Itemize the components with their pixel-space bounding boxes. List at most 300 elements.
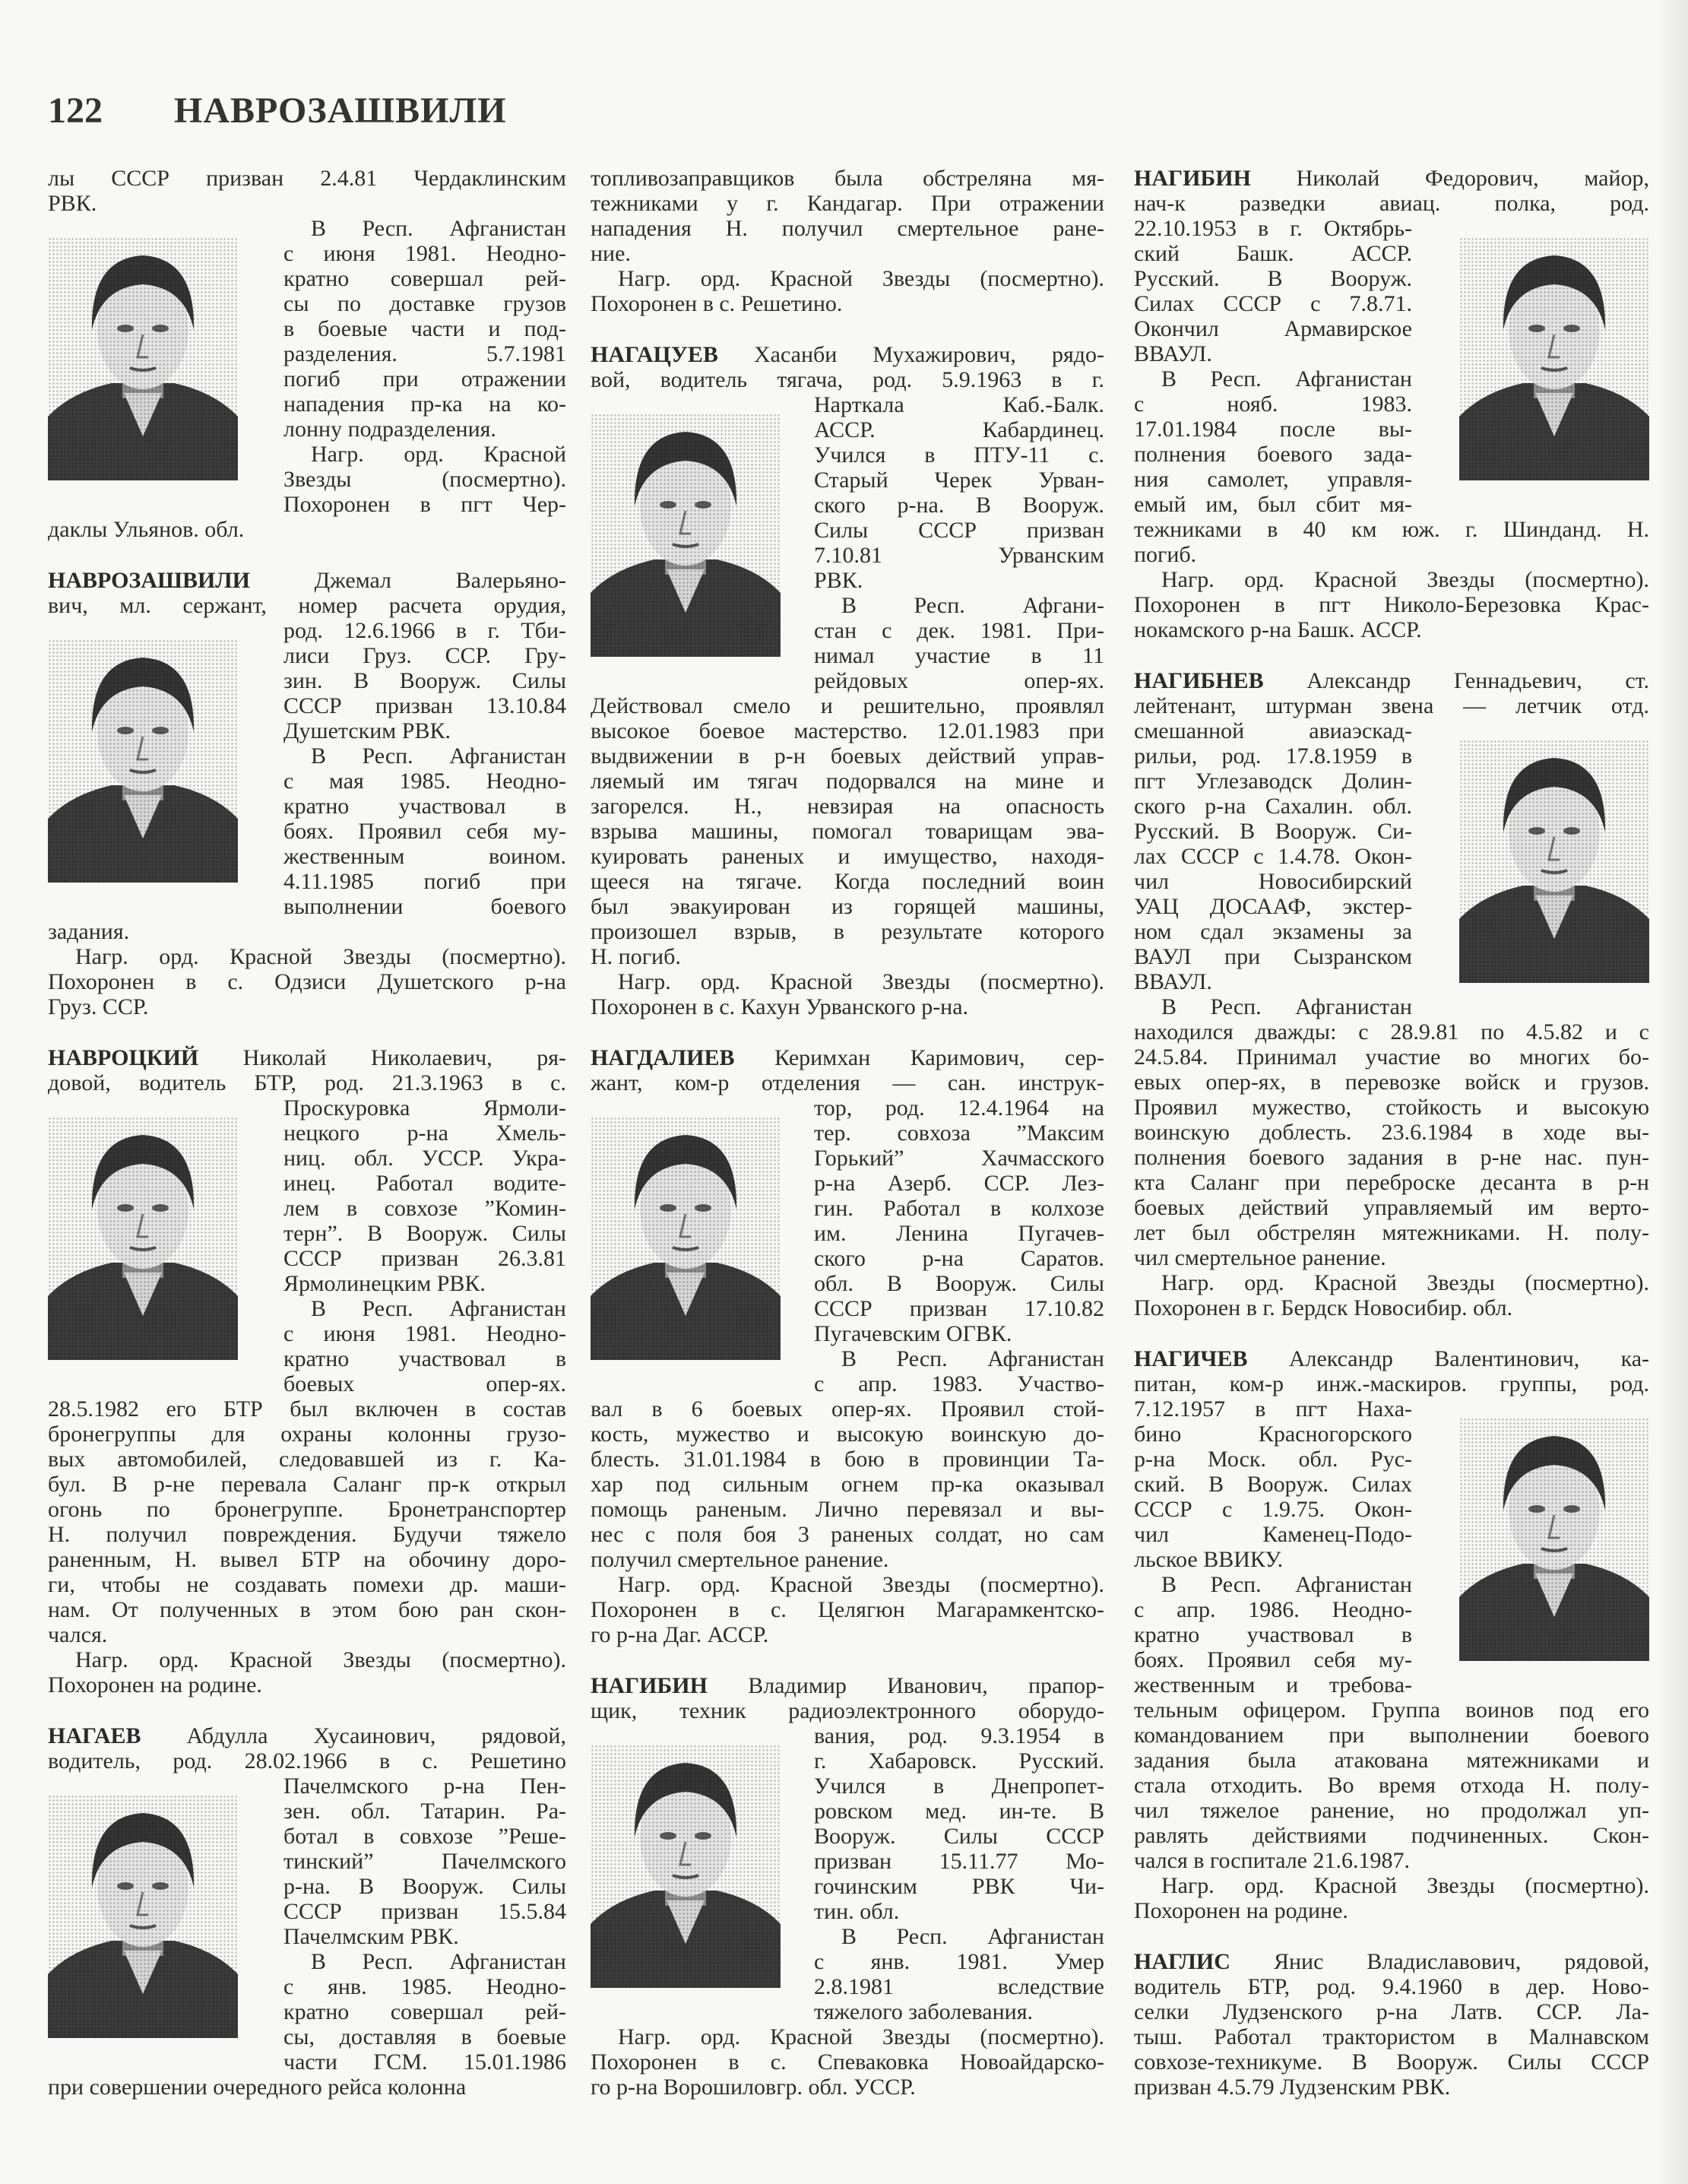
line-text: пгт Углезаводск Долин- (1134, 769, 1412, 794)
line-text: ляемый им тягач подорвался на мине и (591, 769, 1104, 794)
text-line (1134, 693, 1649, 718)
line-text: терн”. В Вооруж. Силы (283, 1221, 566, 1246)
text-line (1134, 1346, 1649, 1371)
line-text: 7.12.1957 в пгт Наха- (1134, 1396, 1412, 1422)
line-text: чил Каменец-Подо- (1134, 1522, 1412, 1547)
entry-surname: НАВРОЗАШВИЛИ (48, 568, 250, 593)
text-line (1134, 1798, 1649, 1823)
line-text: выдвижении в р-н боевых действий управ- (591, 743, 1104, 769)
line-text: нам. От полученных в этом бою ран скон- (48, 1597, 566, 1622)
text-line (48, 1672, 566, 1697)
text-line (1134, 1170, 1649, 1195)
line-text: В Респ. Афганистан (311, 1296, 566, 1321)
text-line (48, 969, 566, 994)
line-text: Нагр. орд. Красной Звезды (посмертно). (618, 2024, 1104, 2049)
text-line (1134, 592, 1649, 617)
line-text: В Респ. Афганистан (1161, 1572, 1412, 1597)
text-line (1134, 1070, 1649, 1095)
line-text: лет был обстрелян мятежниками. Н. полу- (1134, 1220, 1649, 1245)
line-text: вич, мл. сержант, номер расчета орудия, (48, 593, 566, 618)
line-text: В Респ. Афганистан (1161, 366, 1412, 391)
line-text: даклы Ульянов. обл. (48, 517, 245, 542)
entry-surname: НАГИБНЕВ (1134, 668, 1264, 693)
line-text: Абдулла Хусаинович, рядовой, (186, 1723, 566, 1748)
line-text: р-на. В Вооруж. Силы (283, 1874, 566, 1899)
text-line (591, 2075, 1104, 2100)
text-line (1134, 1270, 1649, 1295)
line-text: с янв. 1981. Умер (814, 1949, 1104, 1974)
text-line (591, 266, 1104, 291)
line-text: получил смертельное ранение. (591, 1547, 889, 1572)
entry-surname: НАГДАЛИЕВ (591, 1045, 735, 1070)
line-text: командованием при выполнении боевого (1134, 1723, 1649, 1748)
biography-entry (1134, 1949, 1649, 2100)
text-line (48, 593, 566, 618)
line-text: В Респ. Афганистан (841, 1346, 1104, 1371)
text-line (1134, 1898, 1649, 1923)
line-text: ВВАУЛ. (1134, 969, 1212, 994)
line-text: СССР призван 17.10.82 (814, 1296, 1104, 1321)
line-text: лы СССР призван 2.4.81 Чердаклинским (48, 166, 566, 191)
line-text: Похоронен в пгт Чер- (283, 492, 566, 517)
line-text: тежниками в 40 км юж. г. Шинданд. Н. (1134, 517, 1649, 542)
line-text: задания была атакована мятежниками и (1134, 1748, 1649, 1773)
text-line (591, 994, 1104, 1019)
text-line (1134, 617, 1649, 642)
line-text: Нагр. орд. Красной Звезды (посмертно). (618, 1572, 1104, 1597)
text-line (1134, 517, 1649, 542)
line-text: задания. (48, 919, 130, 944)
text-line (591, 1673, 1104, 1698)
line-text: вания, род. 9.3.1954 в (814, 1723, 1104, 1748)
line-text: ВВАУЛ. (1134, 341, 1212, 366)
text-line (1134, 542, 1649, 567)
line-text: В Респ. Афганистан (841, 1924, 1104, 1949)
line-text: топливозаправщиков была обстреляна мя- (591, 166, 1104, 191)
line-text: воинскую доблесть. 23.6.1984 в ходе вы- (1134, 1120, 1649, 1145)
line-text: взрыва машины, помогал товарищам эва- (591, 819, 1104, 844)
line-text: Нарткала Каб.-Балк. (814, 392, 1104, 417)
text-line (1134, 1848, 1649, 1873)
line-text: боевых опер-ях. (283, 1371, 566, 1396)
text-line (1134, 668, 1649, 693)
line-text: Николай Федорович, майор, (1296, 166, 1650, 191)
line-text: полнения боевого зада- (1134, 442, 1412, 467)
line-text: Горький” Хачмасского (814, 1146, 1104, 1171)
line-text: лиси Груз. ССР. Гру- (283, 643, 566, 668)
line-text: чил тяжелое ранение, но продолжал уп- (1134, 1798, 1649, 1823)
line-text: высокое боевое мастерство. 12.01.1983 при (591, 718, 1104, 743)
line-text: жественным воином. (283, 844, 566, 869)
text-line (1134, 1999, 1649, 2024)
text-line (591, 718, 1104, 743)
biography-entry (1134, 668, 1649, 1320)
line-text: СССР с 1.9.75. Окон- (1134, 1497, 1412, 1522)
text-line (591, 869, 1104, 894)
line-text: Душетским РВК. (283, 718, 451, 743)
text-line (48, 1472, 566, 1497)
biography-entry (48, 1045, 566, 1697)
line-text: емый им, был сбит мя- (1134, 492, 1412, 517)
text-line (1134, 191, 1649, 216)
line-text: раненным, Н. вывел БТР на обочину доро- (48, 1547, 566, 1572)
text-line (48, 2075, 566, 2100)
text-line (591, 693, 1104, 718)
text-line (48, 1647, 566, 1672)
portrait-frame (1412, 718, 1649, 1019)
line-text: СССР призван 15.5.84 (283, 1899, 566, 1924)
line-text: боях. Проявил себя му- (283, 819, 566, 844)
line-text: тинский” Пачелмского (283, 1849, 566, 1874)
line-text: селки Лудзенского р-на Латв. ССР. Ла- (1134, 1999, 1649, 2024)
line-text: нач-к разведки авиац. полка, род. (1134, 191, 1649, 216)
text-line (48, 1597, 566, 1622)
portrait-frame (591, 1095, 814, 1396)
line-text: лах СССР с 1.4.78. Окон- (1134, 844, 1412, 869)
line-text: г. Хабаровск. Русский. (814, 1748, 1104, 1774)
text-line (591, 1447, 1104, 1472)
text-line (591, 919, 1104, 944)
line-text: сы, доставляя в боевые (283, 2024, 566, 2049)
line-text: Пачелмским РВК. (283, 1924, 459, 1949)
text-line (591, 1547, 1104, 1572)
biography-entry (1134, 166, 1649, 642)
line-text: В Респ. Афганистан (311, 216, 566, 241)
line-text: щик, техник радиоэлектронного оборудо- (591, 1698, 1104, 1723)
line-text: Учился в ПТУ-11 с. (814, 442, 1104, 468)
line-text: им. Ленина Пугачев- (814, 1221, 1104, 1246)
line-text: чил Новосибирский (1134, 869, 1412, 894)
line-text: с янв. 1985. Неодно- (283, 1974, 566, 1999)
line-text: Ярмолинецким РВК. (283, 1271, 486, 1296)
text-line (1134, 1823, 1649, 1848)
line-text: боях. Проявил себя му- (1134, 1647, 1412, 1672)
text-line (591, 2024, 1104, 2049)
text-line (591, 944, 1104, 969)
line-text: СССР призван 13.10.84 (283, 693, 566, 718)
entry-surname: НАВРОЦКИЙ (48, 1045, 199, 1070)
line-text: лейтенант, штурман звена — летчик отд. (1134, 693, 1649, 718)
line-text: зин. В Вооруж. Силы (283, 668, 566, 693)
line-text: помощь раненым. Лично перевязал и вы- (591, 1497, 1104, 1522)
text-line (48, 919, 566, 944)
line-text: тер. совхоза ”Максим (814, 1121, 1104, 1146)
text-line (48, 1497, 566, 1522)
line-text: нападения Н. получил смертельное ране- (591, 216, 1104, 241)
portrait-frame (591, 392, 814, 693)
portrait-frame (48, 618, 283, 919)
line-text: Пачелмского р-на Пен- (283, 1774, 566, 1799)
line-text: УАЦ ДОСААФ, экстер- (1134, 894, 1412, 919)
line-text: огонь по бронегруппе. Бронетранспортер (48, 1497, 566, 1522)
page-number: 122 (48, 90, 103, 131)
text-line (1134, 1723, 1649, 1748)
text-line (591, 844, 1104, 869)
line-text: чил смертельное ранение. (1134, 1245, 1386, 1270)
page-header (48, 90, 580, 132)
portrait-photo (591, 414, 781, 657)
line-text: ского р-на Саратов. (814, 1246, 1104, 1271)
text-line (48, 191, 566, 216)
line-text: Хасанби Мухажирович, рядо- (753, 342, 1105, 367)
line-text: 17.01.1984 после вы- (1134, 417, 1412, 442)
portrait-photo (48, 639, 238, 883)
line-text: части ГСМ. 15.01.1986 (283, 2049, 566, 2075)
line-text: В Респ. Афганистан (311, 743, 566, 769)
line-text: ский Башк. АССР. (1134, 241, 1412, 266)
line-text: блесть. 31.01.1984 в бою в провинции Та- (591, 1447, 1104, 1472)
text-line (591, 1698, 1104, 1723)
line-text: Александр Валентинович, ка- (1288, 1346, 1650, 1371)
text-line (591, 743, 1104, 769)
text-line (1134, 166, 1649, 191)
line-text: ние. (591, 241, 631, 266)
line-text: го р-на Даг. АССР. (591, 1622, 769, 1647)
entry-surname: НАГИБИН (1134, 166, 1251, 191)
line-text: инец. Работал водите- (283, 1171, 566, 1196)
line-text: Русский. В Вооруж. (1134, 266, 1412, 291)
biography-entry (48, 568, 566, 1019)
text-line (48, 994, 566, 1019)
text-line (48, 1748, 566, 1774)
text-line (591, 819, 1104, 844)
line-text: Проскуровка Ярмоли- (283, 1095, 566, 1121)
text-line (591, 1497, 1104, 1522)
line-text: р-на Азерб. ССР. Лез- (814, 1171, 1104, 1196)
portrait-frame (1412, 1396, 1649, 1697)
line-text: щееся на тягаче. Когда последний воин (591, 869, 1104, 894)
line-text: Пугачевским ОГВК. (814, 1321, 1012, 1346)
line-text: довой, водитель БТР, род. 21.3.1963 в с. (48, 1070, 566, 1095)
line-text: Янис Владиславович, рядовой, (1273, 1949, 1650, 1974)
text-line (591, 1622, 1104, 1647)
text-line (1134, 1748, 1649, 1773)
line-text: при совершении очередного рейса колонна (48, 2075, 467, 2100)
text-line (48, 944, 566, 969)
entry-surname: НАГИЧЕВ (1134, 1346, 1248, 1371)
line-text: гочинским РВК Чи- (814, 1874, 1104, 1899)
entry-surname: НАГИБИН (591, 1673, 708, 1698)
column-left (48, 166, 566, 2100)
column-right (1134, 166, 1649, 2100)
portrait-photo (1459, 740, 1649, 983)
line-text: погиб. (1134, 542, 1197, 567)
line-text: кратно участвовал в (283, 794, 566, 819)
text-line (48, 1422, 566, 1447)
line-text: бул. В р-не перевала Саланг пр-к открыл (48, 1472, 566, 1497)
line-text: в боевые части и под- (283, 316, 566, 341)
line-text: Н. погиб. (591, 944, 681, 969)
line-text: РВК. (48, 191, 97, 216)
line-text: с июня 1981. Неодно- (283, 1321, 566, 1346)
text-line (1134, 567, 1649, 592)
line-text: кость, мужество и высокую воинскую до- (591, 1422, 1104, 1447)
line-text: выполнении боевого (283, 894, 566, 919)
biography-entry (1134, 1346, 1649, 1923)
line-text: В Респ. Афганистан (311, 1949, 566, 1974)
text-line (1134, 1095, 1649, 1120)
line-text: Груз. ССР. (48, 994, 149, 1019)
line-text: Звезды (посмертно). (283, 467, 566, 492)
text-line (48, 1522, 566, 1547)
line-text: зен. обл. Татарин. Ра- (283, 1799, 566, 1824)
line-text: Николай Николаевич, ря- (242, 1045, 566, 1070)
line-text: вой, водитель тягача, род. 5.9.1963 в г. (591, 367, 1104, 392)
line-text: нецкого р-на Хмель- (283, 1121, 566, 1146)
line-text: Н. получил повреждения. Будучи тяжело (48, 1522, 566, 1547)
text-line (1134, 1873, 1649, 1898)
line-text: обл. В Вооруж. Силы (814, 1271, 1104, 1296)
text-line (1134, 1974, 1649, 1999)
portrait-photo (591, 1745, 781, 1988)
line-text: Похоронен на родине. (48, 1672, 262, 1697)
line-text: 22.10.1953 в г. Октябрь- (1134, 216, 1412, 241)
line-text: Похоронен в с. Целягюн Магарамкентско- (591, 1597, 1104, 1622)
text-line (48, 568, 566, 593)
line-text: ном сдал экзамены за (1134, 919, 1412, 944)
line-text: хар под сильным огнем пр-ка оказывал (591, 1472, 1104, 1497)
text-line (591, 1597, 1104, 1622)
line-text: бронегруппы для охраны колонны грузо- (48, 1422, 566, 1447)
text-line (591, 367, 1104, 392)
portrait-photo (591, 1117, 781, 1360)
text-line (1134, 1220, 1649, 1245)
line-text: вых автомобилей, следовавшей из г. Ка- (48, 1447, 566, 1472)
line-text: р-на Моск. обл. Рус- (1134, 1447, 1412, 1472)
text-line (1134, 1044, 1649, 1070)
line-text: нокамского р-на Башк. АССР. (1134, 617, 1422, 642)
line-text: Владимир Иванович, прапор- (748, 1673, 1104, 1698)
portrait-frame (591, 1723, 814, 2024)
line-text: тельным офицером. Группа воинов под его (1134, 1697, 1649, 1723)
line-text: тин. обл. (814, 1899, 900, 1924)
entry-surname: НАГЛИС (1134, 1949, 1230, 1974)
text-line (48, 166, 566, 191)
line-text: ский. В Вооруж. Силах (1134, 1472, 1412, 1497)
portrait-photo (48, 237, 238, 480)
line-text: Силах СССР с 7.8.71. (1134, 291, 1412, 316)
text-line (1134, 1195, 1649, 1220)
line-text: кратно совершал рей- (283, 1999, 566, 2024)
text-line (48, 1622, 566, 1647)
line-text: полнения боевого задания в р-не нас. пун- (1134, 1145, 1649, 1170)
line-text: водитель БТР, род. 9.4.1960 в дер. Ново- (1134, 1974, 1649, 1999)
text-line (591, 342, 1104, 367)
line-text: СССР призван 26.3.81 (283, 1246, 566, 1271)
line-text: гин. Работал в колхозе (814, 1196, 1104, 1221)
line-text: тыш. Работал трактористом в Малнавском (1134, 2024, 1649, 2049)
line-text: кратно участвовал в (1134, 1622, 1412, 1647)
text-line (591, 1070, 1104, 1095)
text-line (591, 2049, 1104, 2075)
text-line (48, 517, 566, 542)
line-text: Русский. В Вооруж. Си- (1134, 819, 1412, 844)
line-text: сы по доставке грузов (283, 291, 566, 316)
line-text: Нагр. орд. Красной Звезды (посмертно). (75, 1647, 566, 1672)
column-middle (591, 166, 1104, 2100)
portrait-photo (48, 1795, 238, 2038)
text-line (48, 1070, 566, 1095)
line-text: нимал участие в 11 (814, 643, 1104, 668)
line-text: Проявил мужество, стойкость и высокую (1134, 1095, 1649, 1120)
text-line (1134, 1773, 1649, 1798)
line-text: Джемал Валерьяно- (314, 568, 567, 593)
text-line (1134, 1295, 1649, 1320)
text-line (591, 1396, 1104, 1422)
line-text: рильи, род. 17.8.1959 в (1134, 743, 1412, 769)
line-text: равлять действиями подчиненных. Скон- (1134, 1823, 1649, 1848)
text-line (48, 1572, 566, 1597)
line-text: ния самолет, управля- (1134, 467, 1412, 492)
text-line (591, 216, 1104, 241)
line-text: с мая 1985. Неодно- (283, 769, 566, 794)
text-line (591, 1472, 1104, 1497)
line-text: Похоронен в с. Решетино. (591, 291, 843, 316)
text-line (591, 969, 1104, 994)
text-line (1134, 2049, 1649, 2075)
line-text: нес с поля боя 3 раненых солдат, но сам (591, 1522, 1104, 1547)
line-text: жественным и требова- (1134, 1672, 1412, 1697)
text-line (1134, 1245, 1649, 1270)
line-text: Нагр. орд. Красной Звезды (посмертно). (1161, 1873, 1649, 1898)
line-text: Нагр. орд. Красной Звезды (посмертно). (618, 969, 1104, 994)
line-text: Окончил Армавирское (1134, 316, 1412, 341)
line-text: с апр. 1983. Участво- (814, 1371, 1104, 1396)
text-line (591, 291, 1104, 316)
text-line (48, 1547, 566, 1572)
line-text: Нагр. орд. Красной Звезды (посмертно). (618, 266, 1104, 291)
text-line (591, 1522, 1104, 1547)
text-line (1134, 2024, 1649, 2049)
text-line (1134, 1697, 1649, 1723)
line-text: питан, ком-р инж.-маскиров. группы, род. (1134, 1371, 1649, 1396)
line-text: чался. (48, 1622, 108, 1647)
line-text: куировать раненых и имущество, находя- (591, 844, 1104, 869)
line-text: лем в совхозе ”Комин- (283, 1196, 566, 1221)
line-text: лонну подразделения. (283, 417, 496, 442)
line-text: ского р-на Сахалин. обл. (1134, 794, 1412, 819)
portrait-photo (1459, 1418, 1649, 1661)
line-text: кратно участвовал в (283, 1346, 566, 1371)
line-text: Александр Геннадьевич, ст. (1306, 668, 1649, 693)
portrait-frame (1412, 216, 1649, 517)
line-text: тежниками у г. Кандагар. При отражении (591, 191, 1104, 216)
line-text: 28.5.1982 его БТР был включен в состав (48, 1396, 566, 1422)
line-text: с апр. 1986. Неодно- (1134, 1597, 1412, 1622)
biography-entry (591, 342, 1104, 1019)
text-line (1134, 1145, 1649, 1170)
line-text: разделения. 5.7.1981 (283, 341, 566, 366)
line-text: АССР. Кабардинец. (814, 417, 1104, 442)
line-text: 24.5.84. Принимал участие во многих бо- (1134, 1044, 1649, 1070)
line-text: ботал в совхозе ”Реше- (283, 1824, 566, 1849)
portrait-frame (48, 1774, 283, 2075)
entry-surname: НАГАЦУЕВ (591, 342, 718, 367)
text-line (591, 794, 1104, 819)
text-line (591, 166, 1104, 191)
text-line (591, 1045, 1104, 1070)
text-line (1134, 1120, 1649, 1145)
line-text: льское ВВИКУ. (1134, 1547, 1284, 1572)
line-text: жант, ком-р отделения — сан. инструк- (591, 1070, 1104, 1095)
line-text: Похоронен в с. Одзиси Душетского р-на (48, 969, 566, 994)
line-text: произошел взрыв, в результате которого (591, 919, 1104, 944)
line-text: Учился в Днепропет- (814, 1774, 1104, 1799)
text-line (1134, 2075, 1649, 2100)
line-text: 2.8.1981 вследствие (814, 1974, 1104, 1999)
line-text: Похоронен в с. Кахун Урванского р-на. (591, 994, 969, 1019)
line-text: 7.10.81 Урванским (814, 543, 1104, 568)
